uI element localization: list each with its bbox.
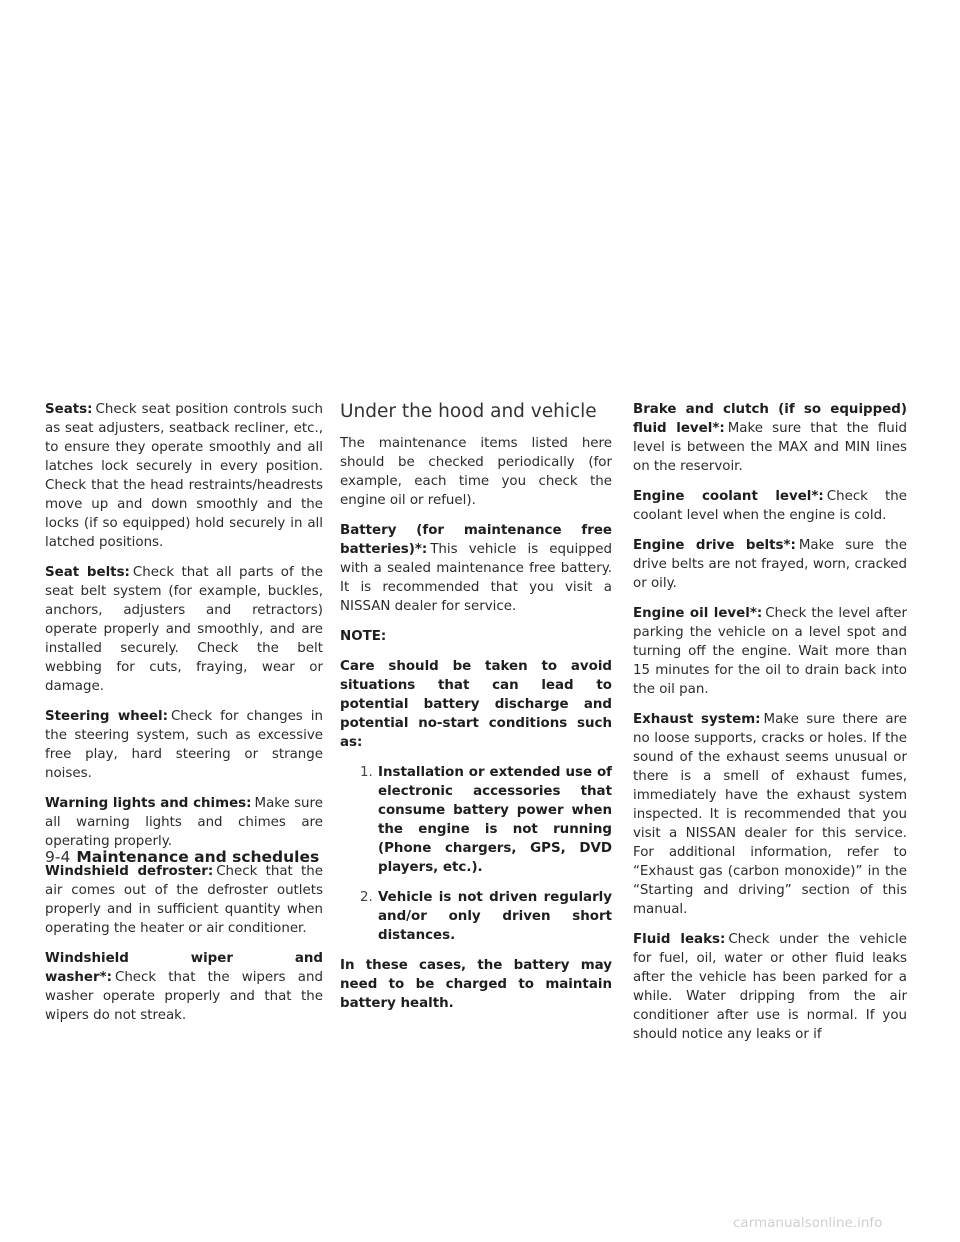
section-heading: Under the hood and vehicle [340, 401, 597, 422]
item-steering-wheel [45, 707, 323, 783]
item-label: Brake and clutch (if so equipped) fluid level*: [633, 402, 907, 436]
section-title: Maintenance and schedules [76, 848, 320, 866]
closing-note: In these cases, the battery may need to be charged to maintain battery health. [340, 958, 612, 1011]
item-label: Seat belts: [45, 565, 130, 580]
item-label: Fluid leaks: [633, 932, 726, 947]
item-label: Engine oil level*: [633, 606, 763, 621]
note-label: NOTE: [340, 629, 387, 644]
item-warning-lights [45, 794, 323, 851]
item-text: Make sure that the fluid level is between the MAX and MIN lines on the reservoir. [633, 421, 907, 474]
item-seats [45, 400, 323, 552]
item-text: Check that all parts of the seat belt system (for example, buckles, anchors, adjusters and retractors) operate properly and smoothly, and are installed securely. Check the belt webbing for cuts, fraying, wear or damage. [45, 565, 323, 694]
item-label: Engine coolant level*: [633, 489, 824, 504]
column-middle [340, 400, 612, 1024]
list-item [340, 888, 612, 945]
section-intro: The maintenance items listed here should be checked periodically (for example, each time you check the engine oil or refuel). [340, 436, 612, 508]
item-text: Make sure all warning lights and chimes are operating properly. [45, 796, 323, 849]
list-number: 2. [360, 890, 373, 905]
item-battery [340, 521, 612, 616]
column-right [633, 400, 907, 1055]
item-text: Make sure the drive belts are not frayed, worn, cracked or oily. [633, 538, 907, 591]
page-footer [45, 848, 319, 866]
list-text: Vehicle is not driven regularly and/or only driven short distances. [378, 890, 612, 943]
item-text: Check for changes in the steering system, such as excessive free play, hard steering or strange noises. [45, 709, 323, 781]
item-label: Windshield wiper and washer*: [45, 951, 323, 985]
item-label: Steering wheel: [45, 709, 168, 724]
watermark: carmanualsonline.info [733, 1215, 883, 1231]
item-windshield-defroster [45, 862, 323, 938]
item-label: Battery (for maintenance free batteries)*: [340, 523, 612, 557]
item-text: Make sure there are no loose supports, cracks or holes. If the sound of the exhaust seems unusual or there is a smell of exhaust fumes, immediately have the exhaust system inspected. It is recommended that you visit a NISSAN dealer for this service. For additional information, refer to “Exhaust gas (carbon monoxide)” in the “Starting and driving” section of this manual. [633, 712, 907, 917]
item-exhaust [633, 710, 907, 919]
item-label: Exhaust system: [633, 712, 761, 727]
item-fluid-leaks [633, 930, 907, 1044]
item-text: Check the coolant level when the engine is cold. [633, 489, 907, 523]
item-label: Windshield defroster: [45, 864, 214, 879]
list-item [340, 763, 612, 877]
note-text: Care should be taken to avoid situations that can lead to potential battery discharge and potential no-start conditions such as: [340, 659, 612, 750]
item-text: Check seat position controls such as seat adjusters, seatback recliner, etc., to ensure they operate smoothly and all latches lock securely in every position. Check that the head restraints/headrests move up and down smoothly and the locks (if so equipped) hold securely in all latched positions. [45, 402, 323, 550]
item-seat-belts [45, 563, 323, 696]
item-engine-coolant [633, 487, 907, 525]
item-label: Seats: [45, 402, 93, 417]
item-drive-belts [633, 536, 907, 593]
item-text: Check under the vehicle for fuel, oil, water or other fluid leaks after the vehicle has been parked for a while. Water dripping from the air conditioner after use is normal. If you should notice any leaks or if [633, 932, 907, 1042]
item-text: This vehicle is equipped with a sealed maintenance free battery. It is recommended that you visit a NISSAN dealer for service. [340, 542, 612, 614]
column-left [45, 400, 323, 1036]
list-number: 1. [360, 765, 373, 780]
item-text: Check that the air comes out of the defroster outlets properly and in sufficient quantity when operating the heater or air conditioner. [45, 864, 324, 936]
item-text: Check the level after parking the vehicle on a level spot and turning off the engine. Wait more than 15 minutes for the oil to drain back into the oil pan. [633, 606, 907, 697]
item-label: Engine drive belts*: [633, 538, 796, 553]
note-list [340, 763, 612, 945]
list-text: Installation or extended use of electronic accessories that consume battery power when the engine is not running (Phone chargers, GPS, DVD players, etc.). [378, 765, 612, 875]
item-label: Warning lights and chimes: [45, 796, 252, 811]
item-wiper-washer [45, 949, 323, 1025]
page-number: 9-4 [45, 848, 71, 866]
item-text: Check that the wipers and washer operate properly and that the wipers do not streak. [45, 970, 323, 1023]
item-engine-oil [633, 604, 907, 699]
item-brake-fluid [633, 400, 907, 476]
